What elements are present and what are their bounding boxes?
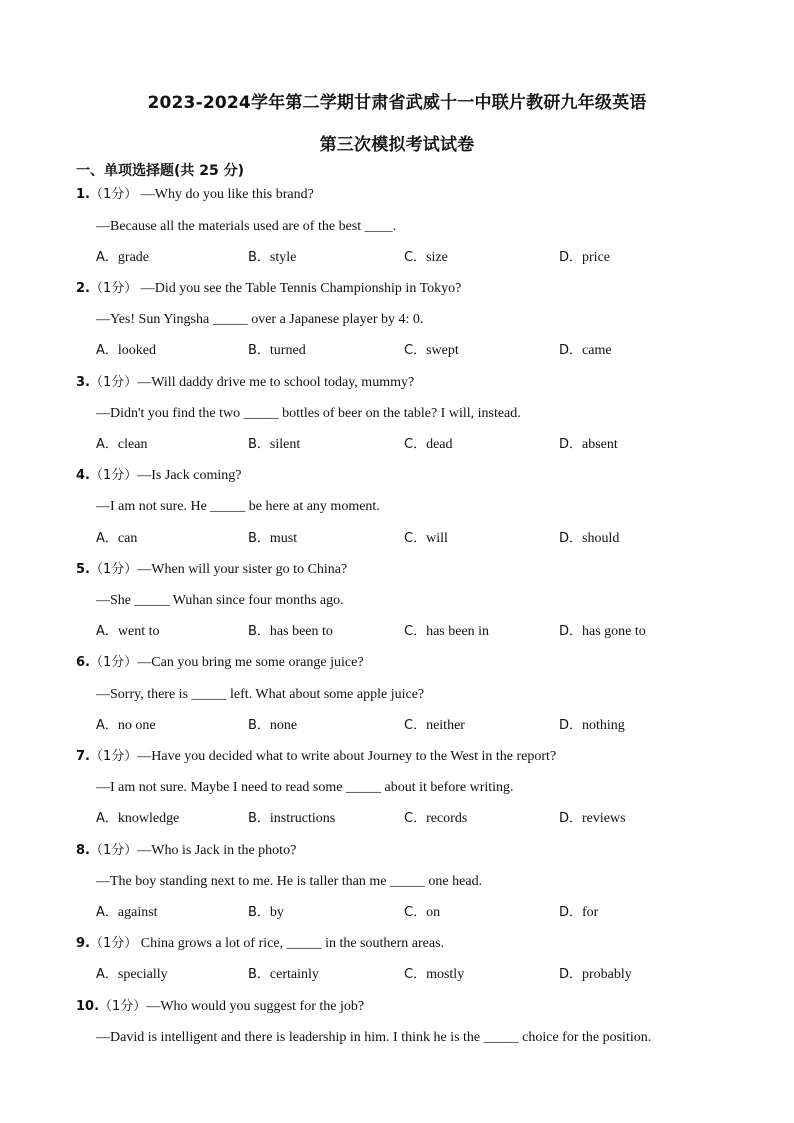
option-c[interactable]: C．size	[404, 250, 448, 265]
question-number: 5.	[76, 562, 90, 577]
question-number: 3.	[76, 375, 90, 390]
question-text: —Can you bring me some orange juice?	[137, 655, 364, 670]
question-text: —Will daddy drive me to school today, mummy?	[137, 375, 415, 390]
option-d[interactable]: D．reviews	[559, 811, 626, 826]
question-text: —Did you see the Table Tennis Championship in Tokyo?	[137, 281, 462, 296]
question-answer-line: —Didn't you find the two _____ bottles of beer on the table? I will, instead.	[96, 406, 521, 421]
question-answer-line: —Sorry, there is _____ left. What about some apple juice?	[96, 687, 425, 702]
question-stem	[76, 842, 296, 860]
question-score: （1分）	[89, 468, 138, 483]
exam-title-line2: 第三次模拟考试试卷	[319, 135, 475, 155]
question-answer-line: —I am not sure. He _____ be here at any moment.	[96, 499, 380, 514]
option-b[interactable]: B．has been to	[248, 624, 333, 639]
question-number: 2.	[76, 281, 90, 296]
option-a[interactable]: A．knowledge	[96, 811, 180, 826]
option-b[interactable]: B．silent	[248, 437, 301, 452]
question-number: 4.	[76, 468, 90, 483]
option-a[interactable]: A．grade	[96, 250, 149, 265]
option-c[interactable]: C．neither	[404, 718, 465, 733]
option-a[interactable]: A．went to	[96, 624, 160, 639]
question-options	[96, 342, 716, 360]
question-text: —When will your sister go to China?	[137, 562, 348, 577]
option-c[interactable]: C．records	[404, 811, 468, 826]
question-options	[96, 530, 716, 548]
question-answer-line: —I am not sure. Maybe I need to read some _____ about it before writing.	[96, 780, 514, 795]
question-stem	[76, 374, 414, 392]
question-options	[96, 249, 716, 267]
question-number: 6.	[76, 655, 90, 670]
question-answer-line: —Yes! Sun Yingsha _____ over a Japanese player by 4: 0.	[96, 312, 424, 327]
question-answer-line: —The boy standing next to me. He is taller than me _____ one head.	[96, 874, 483, 889]
question-stem	[76, 654, 364, 672]
question-score: （1分）	[89, 843, 138, 858]
question-score: （1分）	[99, 999, 147, 1014]
option-a[interactable]: A．can	[96, 531, 138, 546]
option-c[interactable]: C．on	[404, 905, 441, 920]
option-b[interactable]: B．style	[248, 250, 297, 265]
question-stem	[76, 998, 364, 1016]
option-d[interactable]: D．for	[559, 905, 599, 920]
option-b[interactable]: B．by	[248, 905, 284, 920]
option-d[interactable]: D．came	[559, 343, 612, 358]
question-answer-line: —David is intelligent and there is leadership in him. I think he is the _____ choice for the position.	[96, 1030, 652, 1045]
question-score: （1分）	[89, 655, 138, 670]
option-b[interactable]: B．instructions	[248, 811, 336, 826]
option-b[interactable]: B．certainly	[248, 967, 319, 982]
option-d[interactable]: D．has gone to	[559, 624, 646, 639]
question-number: 1.	[76, 187, 90, 202]
option-c[interactable]: C．dead	[404, 437, 453, 452]
option-d[interactable]: D．price	[559, 250, 610, 265]
question-options	[96, 623, 716, 641]
question-number: 10.	[76, 999, 100, 1014]
option-b[interactable]: B．none	[248, 718, 298, 733]
question-options	[96, 966, 716, 984]
option-d[interactable]: D．probably	[559, 967, 632, 982]
option-d[interactable]: D．should	[559, 531, 620, 546]
question-answer-line: —She _____ Wuhan since four months ago.	[96, 593, 344, 608]
question-stem	[76, 561, 347, 579]
option-a[interactable]: A．looked	[96, 343, 157, 358]
option-c[interactable]: C．swept	[404, 343, 459, 358]
question-stem	[76, 748, 556, 766]
question-number: 8.	[76, 843, 90, 858]
question-answer-line: —Because all the materials used are of the best ____.	[96, 219, 397, 234]
option-b[interactable]: B．must	[248, 531, 298, 546]
option-d[interactable]: D．nothing	[559, 718, 625, 733]
option-a[interactable]: A．against	[96, 905, 158, 920]
option-a[interactable]: A．no one	[96, 718, 156, 733]
question-stem	[76, 280, 461, 298]
option-c[interactable]: C．has been in	[404, 624, 490, 639]
question-stem	[76, 186, 314, 204]
option-a[interactable]: A．specially	[96, 967, 168, 982]
question-score: （1分）	[89, 187, 138, 202]
question-text: —Who would you suggest for the job?	[146, 999, 365, 1014]
question-text: —Who is Jack in the photo?	[137, 843, 297, 858]
question-number: 7.	[76, 749, 90, 764]
question-stem	[76, 935, 444, 953]
question-options	[96, 810, 716, 828]
exam-title-line1: 2023-2024学年第二学期甘肃省武威十一中联片教研九年级英语	[147, 93, 647, 113]
option-c[interactable]: C．mostly	[404, 967, 465, 982]
option-d[interactable]: D．absent	[559, 437, 618, 452]
question-score: （1分）	[89, 936, 138, 951]
question-score: （1分）	[89, 281, 138, 296]
question-text: —Have you decided what to write about Journey to the West in the report?	[137, 749, 557, 764]
question-score: （1分）	[89, 749, 138, 764]
question-score: （1分）	[89, 562, 138, 577]
question-stem	[76, 467, 241, 485]
question-number: 9.	[76, 936, 90, 951]
section-heading: 一、单项选择题(共 25 分)	[76, 163, 245, 179]
option-c[interactable]: C．will	[404, 531, 448, 546]
question-options	[96, 717, 716, 735]
question-options	[96, 904, 716, 922]
question-text: —Is Jack coming?	[137, 468, 242, 483]
option-a[interactable]: A．clean	[96, 437, 148, 452]
question-text: China grows a lot of rice, _____ in the southern areas.	[137, 936, 445, 951]
question-score: （1分）	[89, 375, 138, 390]
question-text: —Why do you like this brand?	[137, 187, 314, 202]
option-b[interactable]: B．turned	[248, 343, 306, 358]
question-options	[96, 436, 716, 454]
